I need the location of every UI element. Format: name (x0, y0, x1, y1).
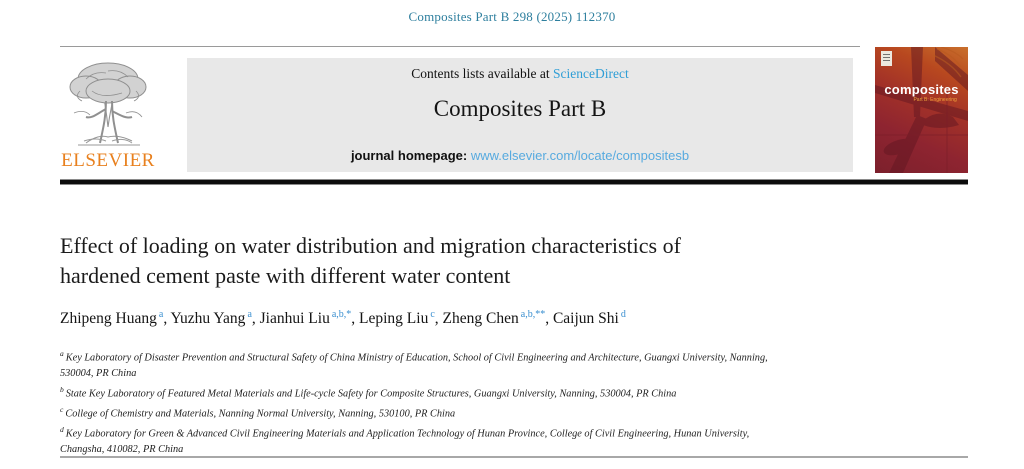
author-affiliation-superscript: c (430, 309, 435, 320)
author-list: Zhipeng Huang $^a$, Yuzhu Yang $^a$, Jianhui Liu $^{a,b,*}$, Leping Liu $^c$, Zheng Chen $^{a,b,**}$, Caijun Shi $^d$ (60, 309, 626, 328)
author-affiliation-superscript: a (247, 309, 252, 320)
top-divider-line (60, 46, 860, 47)
article-title-line2: hardened cement paste with different water content (60, 262, 511, 288)
elsevier-tree-icon (56, 57, 160, 149)
journal-banner (187, 58, 853, 172)
affiliation: $^a$ Key Laboratory of Disaster Prevention and Structural Safety of China Ministry of Education, School of Civil Engineering and Architecture, Guangxi University, Nanning, 530004, PR China (60, 349, 768, 380)
affiliation-list (60, 346, 972, 457)
affiliation-superscript: a (60, 349, 64, 358)
journal-cover-image (875, 47, 968, 173)
author: Caijun Shi $^d$ (552, 309, 626, 328)
bottom-divider-line (60, 456, 968, 458)
author: Zhipeng Huang $^a$ (60, 309, 164, 328)
homepage-line (187, 148, 853, 163)
affiliation-superscript: c (60, 404, 64, 414)
elsevier-wordmark: ELSEVIER (61, 150, 155, 171)
author: Yuzhu Yang $^a$ (170, 309, 252, 328)
sciencedirect-link[interactable]: ScienceDirect (553, 66, 629, 81)
author-affiliation-superscript: a (158, 309, 164, 320)
cover-art (875, 47, 968, 173)
cover-subtitle: Part B: Engineering (913, 97, 957, 103)
author: Zheng Chen $^{a,b,**}$ (442, 309, 546, 328)
affiliation: $^d$ Key Laboratory for Green & Advanced Civil Engineering Materials and Application Technology of Hunan Province, College of Civil Engineering, Hunan University, Changsha, 410082, PR China (60, 424, 750, 455)
header-rule (60, 179, 968, 185)
author-affiliation-superscript: a,b,* (331, 309, 352, 320)
homepage-label: journal homepage: (350, 148, 471, 163)
article-title (60, 231, 880, 290)
affiliation: $^c$ College of Chemistry and Materials, Nanning Normal University, Nanning, 530100, PR China (60, 404, 456, 420)
cover-title: composites (884, 82, 959, 97)
contents-text: Contents lists available at (411, 66, 553, 81)
affiliation-superscript: b (60, 384, 64, 394)
author-affiliation-superscript: d (620, 309, 626, 320)
journal-citation-header: Composites Part B 298 (2025) 112370 (408, 9, 616, 24)
elsevier-logo (48, 57, 168, 175)
article-title-line1: Effect of loading on water distribution and migration characteristics of (60, 233, 681, 258)
author: Leping Liu $^c$ (359, 309, 435, 328)
affiliation: $^b$ State Key Laboratory of Featured Metal Materials and Life-cycle Safety for Composite Structures, Guangxi University, Nanning, 530004, PR China (60, 384, 677, 400)
author-affiliation-superscript: a,b,** (520, 309, 546, 320)
author: Jianhui Liu $^{a,b,*}$ (259, 309, 352, 328)
affiliation-superscript: d (60, 424, 64, 434)
journal-title: Composites Part B (433, 96, 607, 121)
homepage-url-link[interactable]: www.elsevier.com/locate/compositesb (470, 148, 690, 163)
contents-line (187, 66, 853, 82)
